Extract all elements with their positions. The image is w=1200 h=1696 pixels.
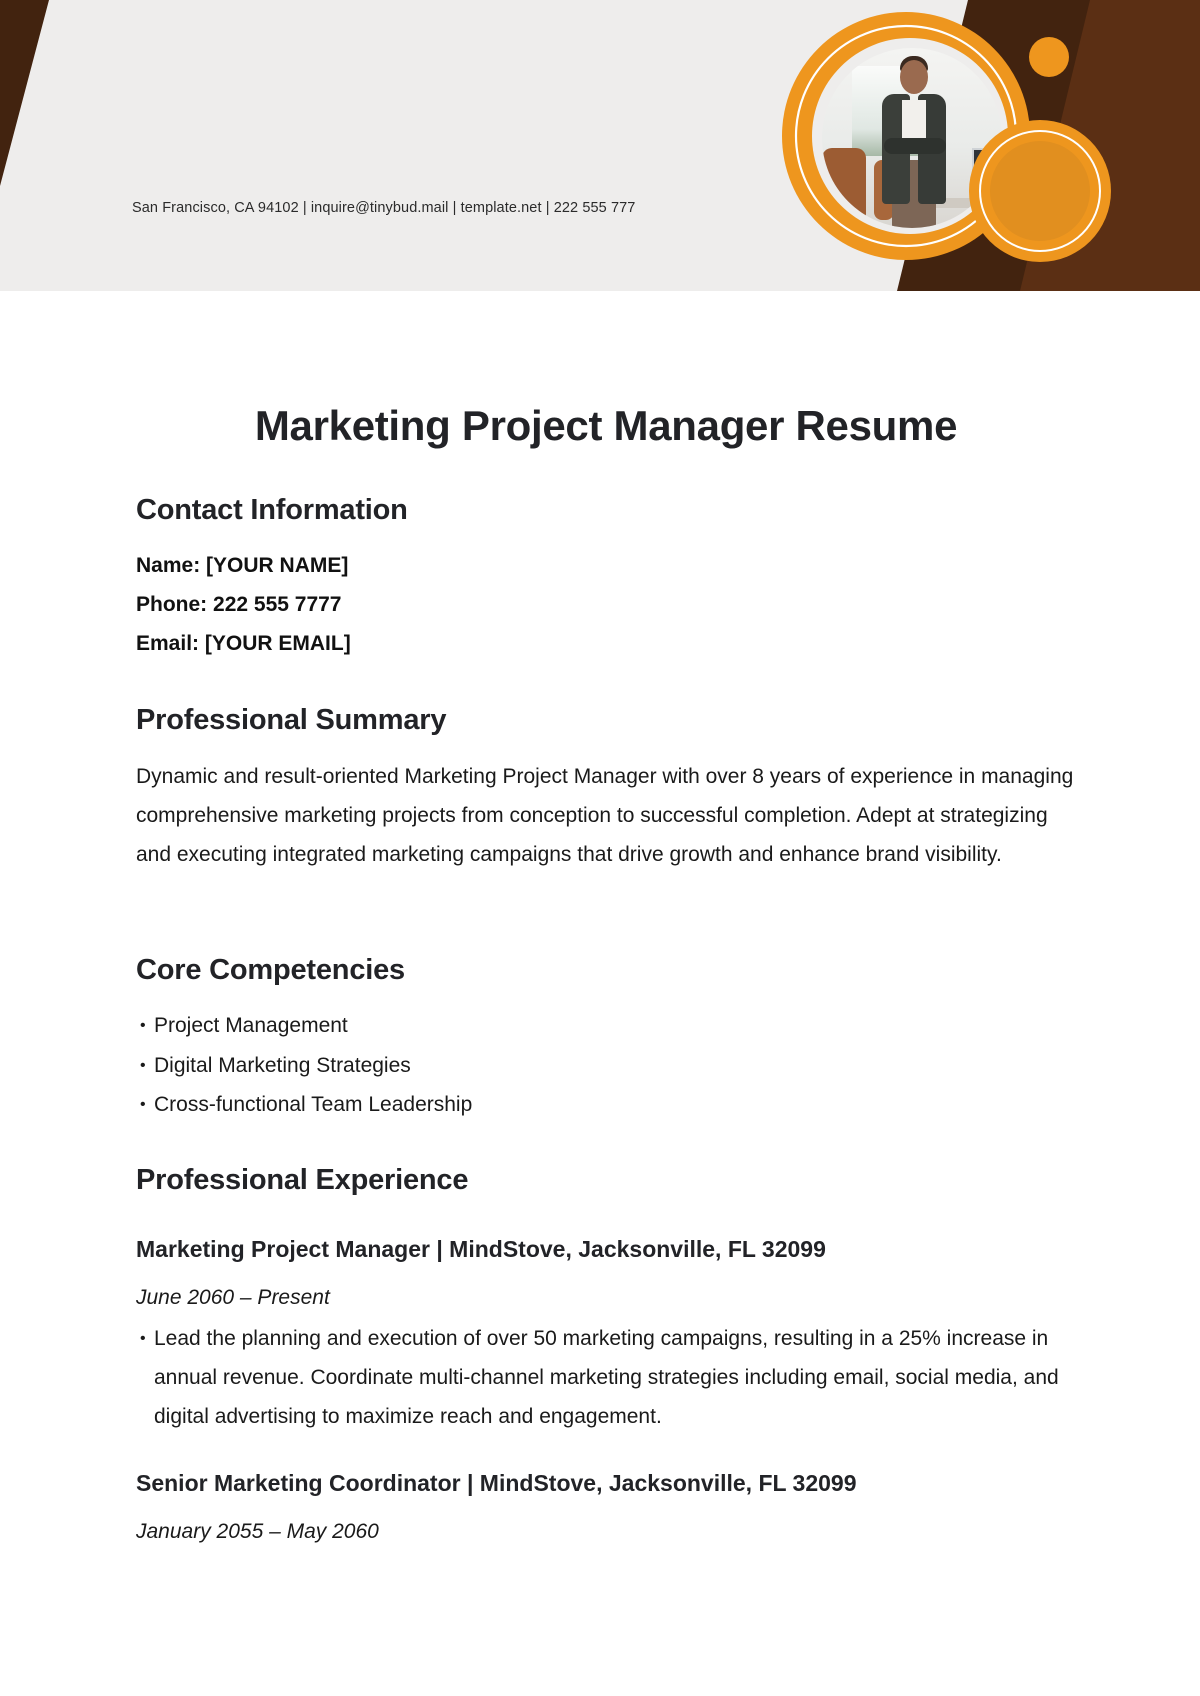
job-dates: January 2055 – May 2060 — [136, 1520, 379, 1543]
competency-item: • Cross-functional Team Leadership — [136, 1085, 472, 1125]
summary-text: Dynamic and result-oriented Marketing Project Manager with over 8 years of experience in managing comprehensive marketing projects from conception to successful completion. Adept at strategizing and executing integrated marketing campaigns that drive growth and enhance brand visibility. — [136, 765, 1074, 866]
contact-email: Email: [YOUR EMAIL] — [136, 632, 351, 655]
job-bullet-item: • Lead the planning and execution of over 50 marketing campaigns, resulting in a 25% increase in annual revenue. Coordinate multi-channel marketing strategies including email, social media, and digital advertising to maximize reach and engagement. — [136, 1319, 1076, 1436]
document-title: Marketing Project Manager Resume — [254, 402, 958, 449]
competency-item: • Project Management — [136, 1006, 472, 1046]
job-dates: June 2060 – Present — [136, 1286, 330, 1309]
contact-heading: Contact Information — [136, 494, 408, 526]
experience-heading: Professional Experience — [136, 1164, 469, 1196]
job-title: Marketing Project Manager | MindStove, Jacksonville, FL 32099 — [136, 1236, 826, 1262]
header-banner — [0, 0, 1200, 291]
contact-phone: Phone: 222 555 7777 — [136, 593, 342, 616]
competency-item: • Digital Marketing Strategies — [136, 1046, 472, 1086]
header-accent-circle — [0, 0, 1200, 291]
job-title: Senior Marketing Coordinator | MindStove, Jacksonville, FL 32099 — [136, 1470, 857, 1496]
header-contact-line: San Francisco, CA 94102 | inquire@tinybud.mail | template.net | 222 555 777 — [132, 200, 636, 216]
summary-heading: Professional Summary — [136, 704, 447, 736]
competencies-heading: Core Competencies — [136, 954, 405, 986]
competencies-list — [136, 1006, 472, 1125]
job-bullets — [136, 1319, 1076, 1436]
contact-name: Name: [YOUR NAME] — [136, 554, 349, 577]
